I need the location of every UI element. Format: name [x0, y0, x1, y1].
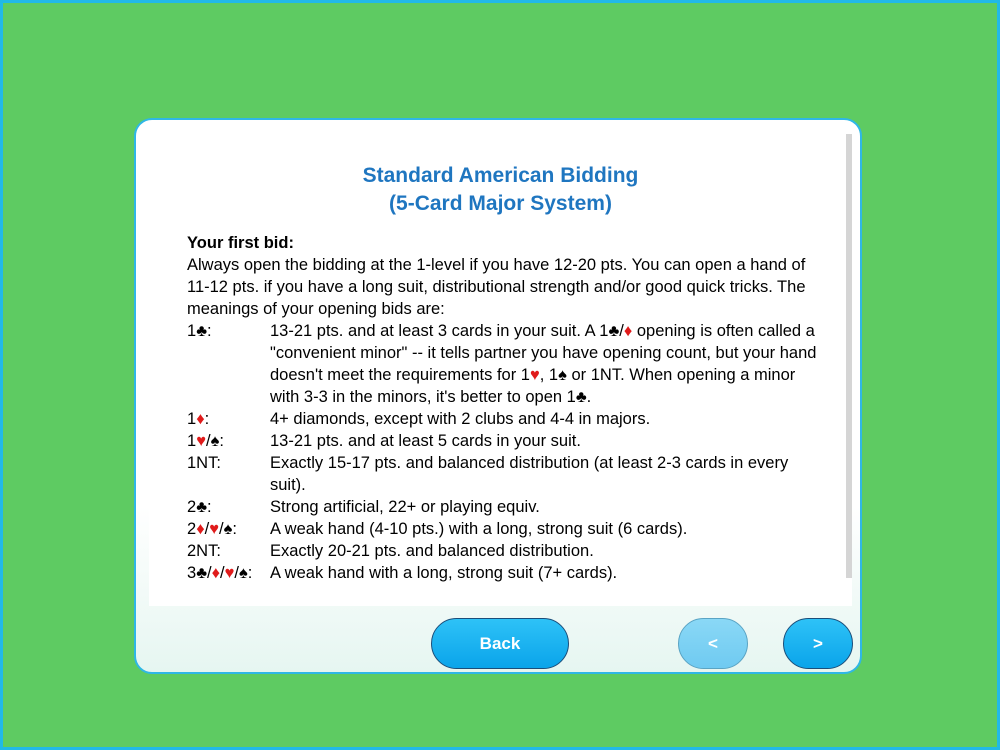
bid-description — [270, 452, 827, 496]
spade-icon: ♠ — [558, 366, 567, 384]
spade-icon: ♠ — [239, 564, 248, 582]
bid-code — [187, 430, 224, 452]
bid-row — [187, 430, 827, 452]
bidding-content — [187, 232, 827, 584]
bid-description — [270, 496, 827, 518]
bid-description-text: 13-21 pts. and at least 3 cards in your suit. A 1 — [270, 322, 609, 340]
title-line-2: (5-Card Major System) — [389, 192, 612, 215]
bid-row — [187, 408, 827, 430]
back-button[interactable]: Back — [431, 618, 569, 669]
bid-code-text: / — [220, 564, 225, 582]
bid-code — [187, 562, 252, 584]
heart-icon: ♥ — [196, 432, 206, 450]
bid-code-text: / — [205, 432, 211, 450]
bid-description-text: or 1NT. When opening a minor with 3-3 in the minors, it's better to open 1 — [270, 366, 796, 406]
club-icon: ♣ — [196, 498, 208, 516]
bid-row — [187, 562, 827, 584]
page-title — [149, 162, 852, 218]
heart-icon: ♥ — [529, 366, 540, 384]
section-heading: Your first bid: — [187, 234, 294, 252]
bid-description — [270, 320, 827, 408]
bid-description-text: Exactly 15-17 pts. and balanced distribution (at least 2-3 cards in every suit). — [270, 454, 789, 494]
bid-description-text: Strong artificial, 22+ or playing equiv. — [270, 498, 540, 516]
bid-description-text: 13-21 pts. and at least 5 cards in your suit. — [270, 432, 581, 450]
club-icon: ♣ — [196, 564, 208, 582]
bid-row — [187, 452, 827, 496]
club-icon: ♣ — [575, 388, 587, 406]
bid-code — [187, 452, 221, 474]
diamond-icon: ♦ — [196, 520, 205, 538]
bid-row — [187, 540, 827, 562]
diamond-icon: ♦ — [623, 322, 633, 340]
bid-description — [270, 430, 827, 452]
bid-code-text: 2 — [187, 520, 197, 538]
bid-description — [270, 518, 827, 540]
diamond-icon: ♦ — [211, 564, 221, 582]
heart-icon: ♥ — [224, 564, 235, 582]
bid-code-text: 2NT: — [187, 542, 221, 560]
bid-code-text: 2 — [187, 498, 197, 516]
bid-code-text: 1 — [187, 322, 197, 340]
bid-description — [270, 408, 827, 430]
bid-description — [270, 562, 827, 584]
bid-description — [270, 540, 827, 562]
bid-code — [187, 320, 212, 342]
bid-code-text: 1 — [187, 410, 197, 428]
bid-code-text: / — [207, 564, 212, 582]
bid-code-text: 3 — [187, 564, 197, 582]
bid-code-text: : — [247, 564, 253, 582]
bid-code-text: : — [207, 322, 212, 340]
bid-code — [187, 518, 237, 540]
bid-description-text: / — [619, 322, 624, 340]
bid-code-text: 1 — [187, 432, 197, 450]
spade-icon: ♠ — [223, 520, 233, 538]
bid-row — [187, 320, 827, 408]
bid-code-text: : — [219, 432, 224, 450]
heart-icon: ♥ — [209, 520, 219, 538]
club-icon: ♣ — [608, 322, 620, 340]
bid-code-text: / — [219, 520, 224, 538]
next-page-button[interactable]: > — [783, 618, 853, 669]
bid-code — [187, 408, 209, 430]
bid-description-text: opening is often called a "convenient minor" -- it tells partner you have opening count, but your hand doesn't meet the requirements for 1 — [270, 322, 817, 384]
bid-code-text: : — [207, 498, 212, 516]
bid-row — [187, 518, 827, 540]
bid-description-text: A weak hand (4-10 pts.) with a long, strong suit (6 cards). — [270, 520, 688, 538]
bid-code-text: : — [232, 520, 237, 538]
diamond-icon: ♦ — [196, 410, 205, 428]
bid-description-text: 4+ diamonds, except with 2 clubs and 4-4 in majors. — [270, 410, 651, 428]
bid-description-text: Exactly 20-21 pts. and balanced distribution. — [270, 542, 594, 560]
bid-code-text: 1NT: — [187, 454, 221, 472]
bid-description-text: , 1 — [539, 366, 559, 384]
intro-paragraph: Always open the bidding at the 1-level if you have 12-20 pts. You can open a hand of 11-12 pts. if you have a long suit, distributional strength and/or good quick tricks. The meanings of your opening bids are: — [187, 256, 806, 318]
bid-list — [187, 320, 827, 584]
bid-code — [187, 496, 212, 518]
bid-code — [187, 540, 221, 562]
bid-code-text: / — [234, 564, 240, 582]
spade-icon: ♠ — [210, 432, 220, 450]
bid-description-text: A weak hand with a long, strong suit (7+ cards). — [270, 564, 618, 582]
bid-code-text: / — [204, 520, 210, 538]
bid-code-text: : — [204, 410, 210, 428]
bid-row — [187, 496, 827, 518]
prev-page-button[interactable]: < — [678, 618, 748, 669]
title-line-1: Standard American Bidding — [362, 164, 639, 187]
bid-description-text: . — [586, 388, 592, 406]
club-icon: ♣ — [196, 322, 208, 340]
